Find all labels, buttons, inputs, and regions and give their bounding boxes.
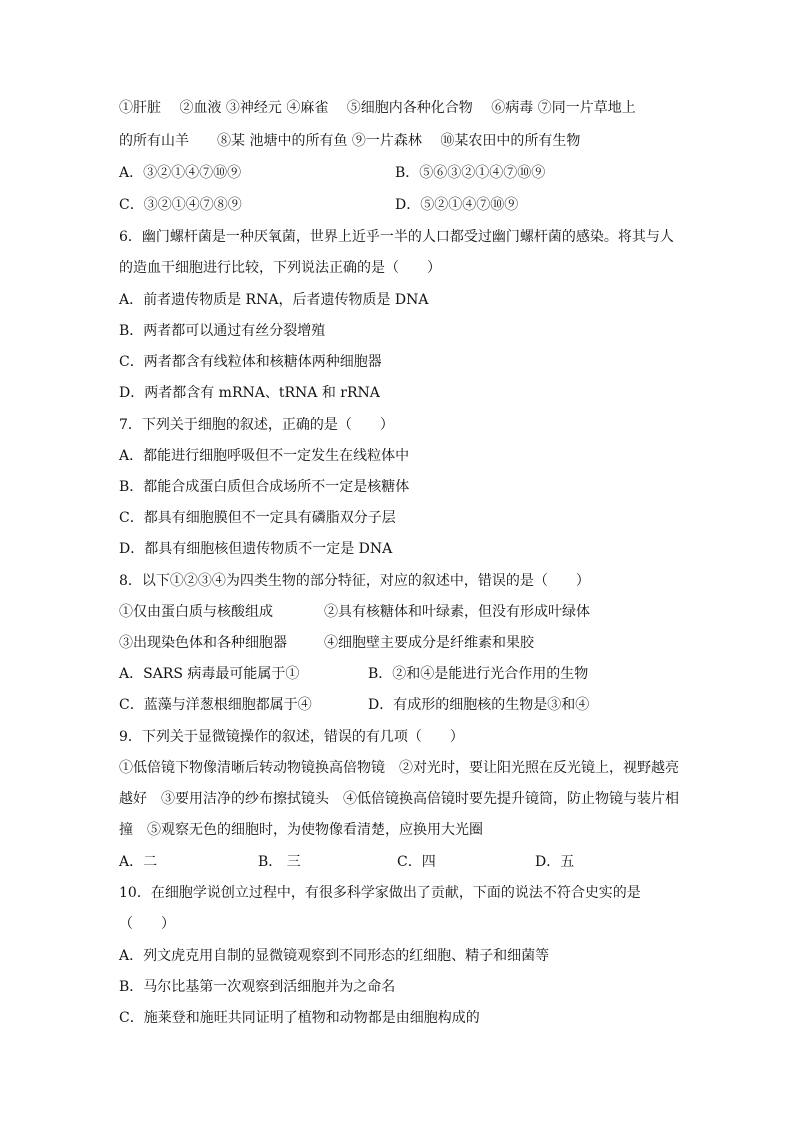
q8-option-c: C．蓝藻与洋葱根细胞都属于④	[119, 697, 312, 713]
q10-option-c: C．施莱登和施旺共同证明了植物和动物都是由细胞构成的	[119, 1010, 480, 1026]
q6-option-a: A．前者遗传物质是 RNA，后者遗传物质是 DNA	[119, 292, 429, 308]
q8-option-b: B．②和④是能进行光合作用的生物	[368, 666, 589, 682]
q5-option-a: A．③②①④⑦⑩⑨	[119, 165, 242, 181]
q8-feature-3: ③出现染色体和各种细胞器	[119, 635, 287, 651]
q10-option-b: B．马尔比基第一次观察到活细胞并为之命名	[119, 979, 396, 995]
q6-option-b: B．两者都可以通过有丝分裂增殖	[119, 323, 326, 339]
q5-option-b: B．⑤⑥③②①④⑦⑩⑨	[395, 165, 546, 181]
q9-body-line-3: 撞 ⑤观察无色的细胞时，为使物像看清楚，应换用大光圈	[119, 822, 483, 838]
q8-feature-4: ④细胞壁主要成分是纤维素和果胶	[324, 635, 534, 651]
q5-items-line-2: 的所有山羊 ⑧某 池塘中的所有鱼 ⑨一片森林 ⑩某农田中的所有生物	[119, 133, 581, 149]
q9-option-a: A．二	[119, 854, 158, 870]
q8-feature-2: ②具有核糖体和叶绿素，但没有形成叶绿体	[324, 604, 590, 620]
q8-option-a: A．SARS 病毒最可能属于①	[119, 666, 300, 682]
q6-option-c: C．两者都含有线粒体和核糖体两种细胞器	[119, 354, 382, 370]
q8-stem: 8．以下①②③④为四类生物的部分特征，对应的叙述中，错误的是（ ）	[119, 573, 590, 589]
q10-option-a: A．列文虎克用自制的显微镜观察到不同形态的红细胞、精子和细菌等	[119, 948, 550, 964]
q9-option-c: C．四	[397, 854, 436, 870]
q10-stem-line-2: （ ）	[119, 916, 175, 932]
q7-stem: 7．下列关于细胞的叙述，正确的是（ ）	[119, 417, 394, 433]
q9-stem: 9．下列关于显微镜操作的叙述，错误的有几项（ ）	[119, 729, 464, 745]
q5-option-d: D．⑤②①④⑦⑩⑨	[395, 197, 519, 213]
q6-option-d: D．两者都含有 mRNA、tRNA 和 rRNA	[119, 385, 380, 401]
q6-stem-line-2: 的造血干细胞进行比较，下列说法正确的是（ ）	[119, 260, 441, 276]
q9-body-line-2: 越好 ③要用洁净的纱布擦拭镜头 ④低倍镜换高倍镜时要先提升镜筒，防止物镜与装片相	[119, 791, 679, 807]
q7-option-d: D．都具有细胞核但遗传物质不一定是 DNA	[119, 541, 393, 557]
q5-items-line-1: ①肝脏 ②血液 ③神经元 ④麻雀 ⑤细胞内各种化合物 ⑥病毒 ⑦同一片草地上	[119, 100, 636, 116]
q8-feature-1: ①仅由蛋白质与核酸组成	[119, 604, 273, 620]
q6-stem-line-1: 6．幽门螺杆菌是一种厌氧菌，世界上近乎一半的人口都受过幽门螺杆菌的感染。将其与人	[119, 229, 674, 245]
q9-option-d: D．五	[535, 854, 575, 870]
q10-stem-line-1: 10．在细胞学说创立过程中，有很多科学家做出了贡献，下面的说法不符合史实的是	[119, 885, 641, 901]
q7-option-a: A．都能进行细胞呼吸但不一定发生在线粒体中	[119, 448, 410, 464]
q9-body-line-1: ①低倍镜下物像清晰后转动物镜换高倍物镜 ②对光时，要让阳光照在反光镜上，视野越亮	[119, 760, 679, 776]
q7-option-b: B．都能合成蛋白质但合成场所不一定是核糖体	[119, 479, 410, 495]
q7-option-c: C．都具有细胞膜但不一定具有磷脂双分子层	[119, 510, 396, 526]
q9-option-b: B． 三	[258, 854, 301, 870]
q8-option-d: D．有成形的细胞核的生物是③和④	[368, 697, 590, 713]
q5-option-c: C．③②①④⑦⑧⑨	[119, 197, 242, 213]
